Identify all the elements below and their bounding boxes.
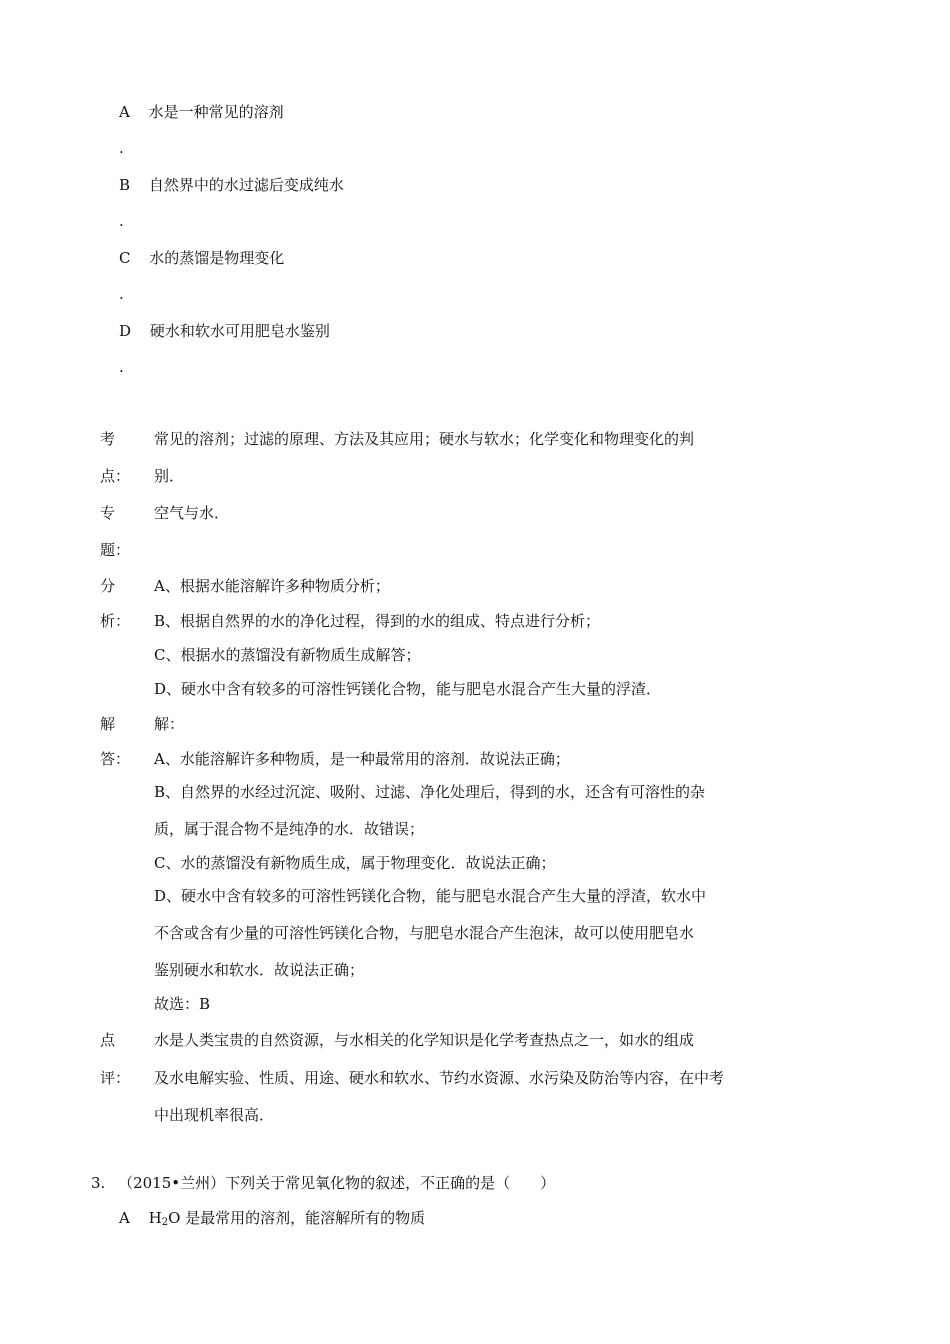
option-a [119, 1207, 425, 1228]
option-letter: B [119, 176, 131, 194]
question-number: 3. [91, 1174, 106, 1192]
jieda-line: 解： [154, 715, 185, 733]
zhuanti-label-2: 题： [100, 541, 131, 559]
question-text: 下列关于常见氧化物的叙述，不正确的是（ ） [225, 1174, 556, 1192]
jieda-line: A、水能溶解许多种物质，是一种最常用的溶剂．故说法正确； [154, 750, 570, 768]
formula-rest: O 是最常用的溶剂，能溶解所有的物质 [168, 1209, 426, 1227]
jieda-line: 鉴别硬水和软水．故说法正确； [154, 961, 365, 979]
option-text [149, 1209, 426, 1227]
option-b-dot: . [119, 212, 124, 230]
option-letter: A [119, 103, 130, 121]
option-letter: A [119, 1209, 130, 1227]
jieda-line: 故选：B [154, 995, 211, 1013]
option-c [119, 247, 284, 268]
fenxi-line: C、根据水的蒸馏没有新物质生成解答； [154, 646, 421, 664]
dianping-label-2: 评： [100, 1069, 131, 1087]
option-letter: C [119, 249, 131, 267]
formula-subscript: 2 [161, 1217, 169, 1228]
option-b [119, 174, 344, 195]
jieda-label-1: 解 [100, 715, 116, 733]
jieda-line: 不含或含有少量的可溶性钙镁化合物，与肥皂水混合产生泡沫，故可以使用肥皂水 [154, 924, 695, 942]
dianping-line: 水是人类宝贵的自然资源，与水相关的化学知识是化学考查热点之一，如水的组成 [154, 1031, 695, 1049]
fenxi-label-2: 析： [100, 612, 131, 630]
jieda-line: 质，属于混合物不是纯净的水．故错误； [154, 820, 425, 838]
zhuanti-label-1: 专 [100, 504, 116, 522]
fenxi-line: A、根据水能溶解许多种物质分析； [154, 577, 390, 595]
fenxi-line: B、根据自然界的水的净化过程，得到的水的组成、特点进行分析； [154, 612, 601, 630]
option-text: 硬水和软水可用肥皂水鉴别 [149, 322, 330, 340]
jieda-label-2: 答： [100, 750, 131, 768]
formula-h: H [148, 1209, 162, 1227]
option-d-dot: . [119, 358, 124, 376]
fenxi-line: D、硬水中含有较多的可溶性钙镁化合物，能与肥皂水混合产生大量的浮渣． [154, 680, 662, 698]
question-stem [91, 1172, 555, 1193]
option-letter: D [119, 322, 132, 340]
dianping-label-1: 点 [100, 1031, 116, 1049]
option-text: 水的蒸馏是物理变化 [149, 249, 285, 267]
fenxi-label-1: 分 [100, 577, 116, 595]
zhuanti-line: 空气与水． [154, 504, 230, 522]
option-d [119, 320, 330, 341]
option-text: 自然界中的水过滤后变成纯水 [148, 176, 344, 194]
dianping-line: 中出现机率很高． [154, 1106, 275, 1124]
jieda-line: D、硬水中含有较多的可溶性钙镁化合物，能与肥皂水混合产生大量的浮渣，软水中 [154, 887, 707, 905]
option-text: 水是一种常见的溶剂 [148, 103, 284, 121]
kaodian-label-2: 点： [100, 467, 131, 485]
jieda-line: B、自然界的水经过沉淀、吸附、过滤、净化处理后，得到的水，还含有可溶性的杂 [154, 783, 706, 801]
option-a [119, 101, 284, 122]
question-source: （2015•兰州） [118, 1174, 226, 1192]
kaodian-line: 常见的溶剂；过滤的原理、方法及其应用；硬水与软水；化学变化和物理变化的判 [154, 430, 695, 448]
kaodian-line: 别． [154, 467, 185, 485]
kaodian-label-1: 考 [100, 430, 116, 448]
option-c-dot: . [119, 285, 124, 303]
dianping-line: 及水电解实验、性质、用途、硬水和软水、节约水资源、水污染及防治等内容，在中考 [154, 1069, 725, 1087]
option-a-dot: . [119, 139, 124, 157]
jieda-line: C、水的蒸馏没有新物质生成，属于物理变化．故说法正确； [154, 854, 556, 872]
